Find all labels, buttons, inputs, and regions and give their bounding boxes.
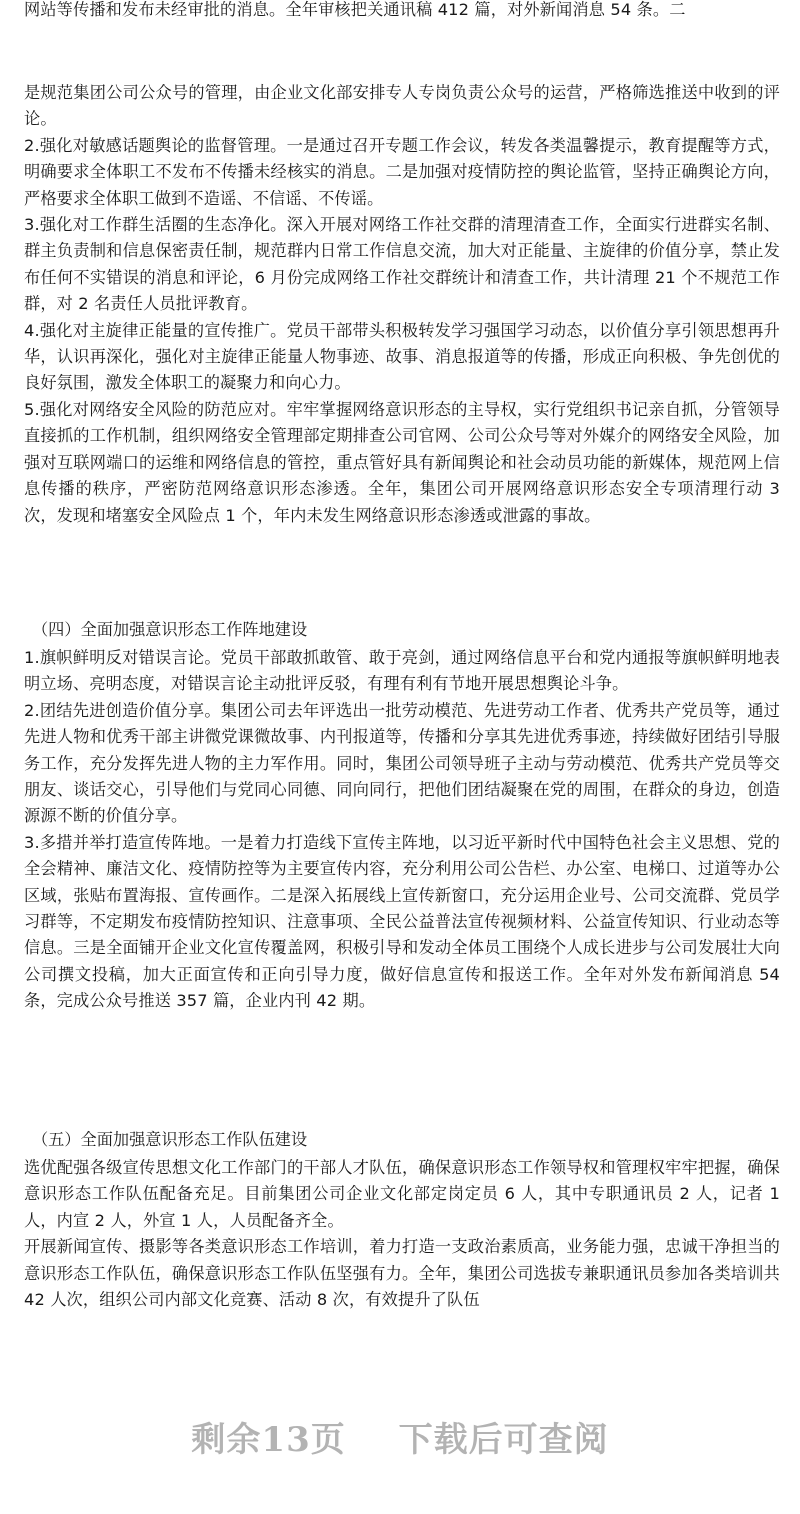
section-heading: （四）全面加强意识形态工作阵地建设 bbox=[32, 620, 308, 639]
paragraph: 4.强化对主旋律正能量的宣传推广。党员干部带头积极转发学习强国学习动态，以价值分享引领思想再升华，认识再深化，强化对主旋律正能量人物事迹、故事、消息报道等的传播，形成正向积极、争先创优的良好氛围，激发全体职工的凝聚力和向心力。 bbox=[24, 320, 780, 393]
paragraph: 选优配强各级宣传思想文化工作部门的干部人才队伍，确保意识形态工作领导权和管理权牢牢把握，确保意识形态工作队伍配备充足。目前集团公司企业文化部定岗定员 6 人，其中专职通讯员 2 人，记者 1 人，内宣 2 人，外宣 1 人，人员配备齐全。 bbox=[24, 1158, 780, 1230]
section-heading: （五）全面加强意识形态工作队伍建设 bbox=[32, 1130, 308, 1149]
section-3-body bbox=[24, 80, 780, 529]
paragraph: 2.团结先进创造价值分享。集团公司去年评选出一批劳动模范、先进劳动工作者、优秀共产党员等，通过先进人物和优秀干部主讲微党课微故事、内刊报道等，传播和分享其先进优秀事迹，持续做好团结引导服务工作，充分发挥先进人物的主力军作用。同时，集团公司领导班子主动与劳动模范、优秀共产党员等交朋友、谈话交心，引导他们与党同心同德、同向同行，把他们团结凝聚在党的周围，在群众的身边，创造源源不断的价值分享。 bbox=[24, 700, 780, 826]
section-5-body bbox=[24, 1155, 780, 1313]
download-banner[interactable] bbox=[0, 1412, 800, 1461]
paragraph: 网站等传播和发布未经审批的消息。全年审核把关通讯稿 412 篇，对外新闻消息 54 条。二 bbox=[24, 0, 686, 19]
paragraph: 开展新闻宣传、摄影等各类意识形态工作培训，着力打造一支政治素质高，业务能力强，忠诚干净担当的意识形态工作队伍，确保意识形态工作队伍坚强有力。全年，集团公司选拔专兼职通讯员参加各类培训共 42 人次，组织公司内部文化竞赛、活动 8 次，有效提升了队伍 bbox=[24, 1237, 780, 1310]
download-to-read-label[interactable]: 下载后可查阅 bbox=[398, 1420, 609, 1460]
section-4-body bbox=[24, 645, 780, 1015]
paragraph: 是规范集团公司公众号的管理，由企业文化部安排专人专岗负责公众号的运营，严格筛选推送中收到的评论。 bbox=[24, 83, 780, 129]
paragraph: 3.多措并举打造宣传阵地。一是着力打造线下宣传主阵地，以习近平新时代中国特色社会主义思想、党的全会精神、廉洁文化、疫情防控等为主要宣传内容，充分利用公司公告栏、办公室、电梯口、过道等办公区域，张贴布置海报、宣传画作。二是深入拓展线上宣传新窗口，充分运用企业号、公司交流群、党员学习群等，不定期发布疫情防控知识、注意事项、全民公益普法宣传视频材料、公益宣传知识、行业动态等信息。三是全面铺开企业文化宣传覆盖网，积极引导和发动全体员工围绕个人成长进步与公司发展壮大向公司撰文投稿，加大正面宣传和正向引导力度，做好信息宣传和报送工作。全年对外发布新闻消息 54 条，完成公众号推送 357 篇，企业内刊 42 期。 bbox=[24, 832, 780, 1011]
paragraph: 1.旗帜鲜明反对错误言论。党员干部敢抓敢管、敢于亮剑，通过网络信息平台和党内通报等旗帜鲜明地表明立场、亮明态度，对错误言论主动批评反驳，有理有利有节地开展思想舆论斗争。 bbox=[24, 648, 780, 694]
top-line-paragraph bbox=[24, 0, 780, 23]
paragraph: 2.强化对敏感话题舆论的监督管理。一是通过召开专题工作会议，转发各类温馨提示，教育提醒等方式，明确要求全体职工不发布不传播未经核实的消息。二是加强对疫情防控的舆论监管，坚持正确舆论方向，严格要求全体职工做到不造谣、不信谣、不传谣。 bbox=[24, 135, 780, 208]
section-5-heading-wrap bbox=[24, 1127, 780, 1153]
remaining-pages-label: 剩余13页 bbox=[191, 1420, 346, 1460]
paragraph: 3.强化对工作群生活圈的生态净化。深入开展对网络工作社交群的清理清查工作，全面实行进群实名制、群主负责制和信息保密责任制，规范群内日常工作信息交流，加大对正能量、主旋律的价值分享，禁止发布任何不实错误的消息和评论，6 月份完成网络工作社交群统计和清查工作，共计清理 21 个不规范工作群，对 2 名责任人员批评教育。 bbox=[24, 215, 780, 314]
section-4-heading-wrap bbox=[24, 617, 780, 643]
paragraph: 5.强化对网络安全风险的防范应对。牢牢掌握网络意识形态的主导权，实行党组织书记亲自抓，分管领导直接抓的工作机制，组织网络安全管理部定期排查公司官网、公司公众号等对外媒介的网络安全风险，加强对互联网端口的运维和网络信息的管控，重点管好具有新闻舆论和社会动员功能的新媒体，规范网上信息传播的秩序，严密防范网络意识形态渗透。全年，集团公司开展网络意识形态安全专项清理行动 3 次，发现和堵塞安全风险点 1 个，年内未发生网络意识形态渗透或泄露的事故。 bbox=[24, 399, 780, 525]
